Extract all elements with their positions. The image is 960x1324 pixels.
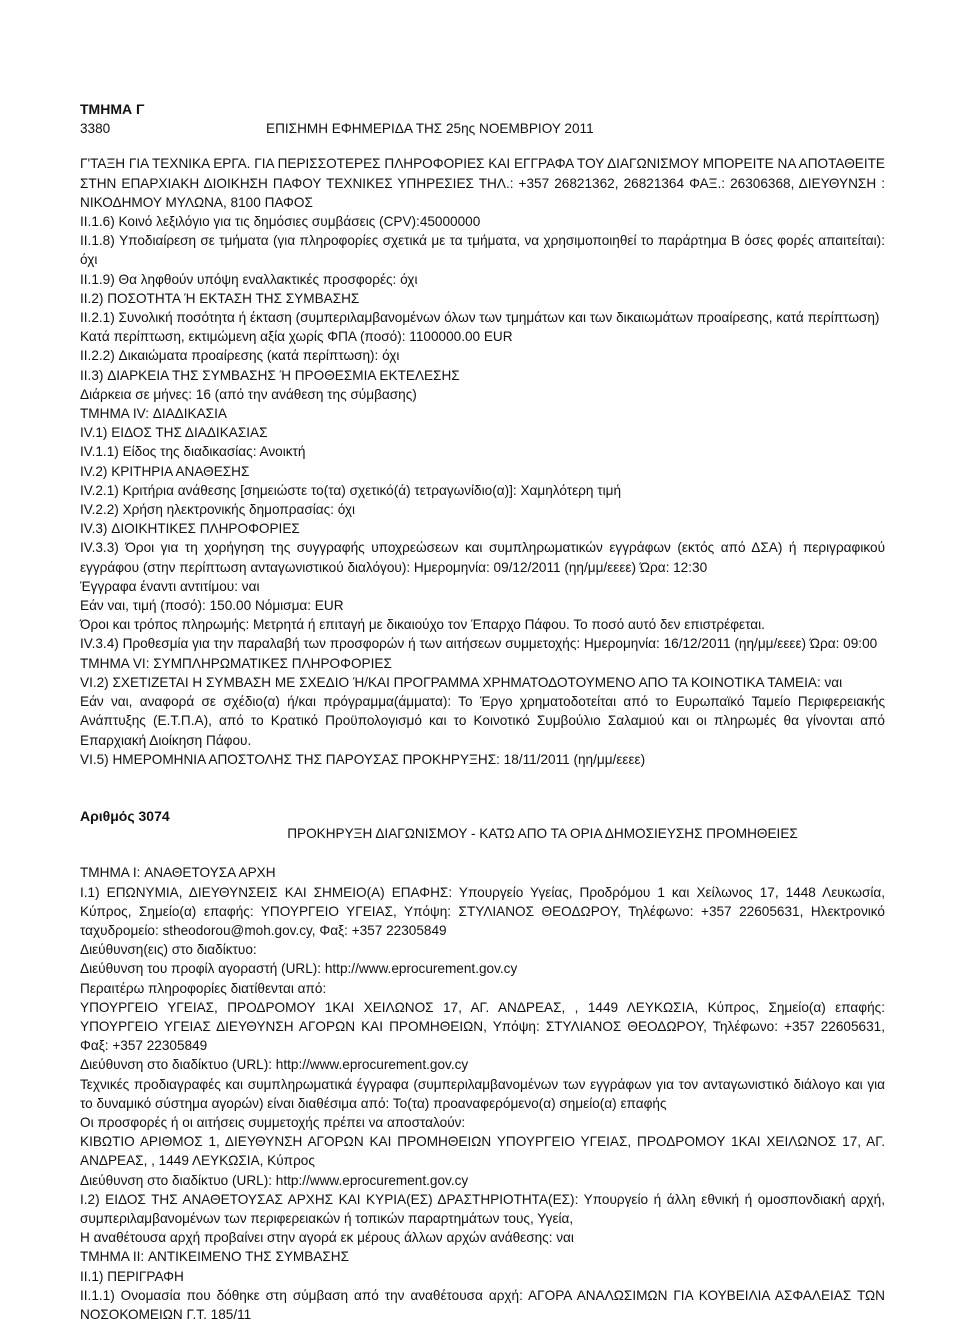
paragraph: IV.2) ΚΡΙΤΗΡΙΑ ΑΝΑΘΕΣΗΣ — [80, 463, 250, 479]
paragraph: IV.2.1) Κριτήρια ανάθεσης [σημειώστε το(τα) σχετικό(ά) τετραγωνίδιο(α)]: Χαμηλότερη τιμή — [80, 482, 622, 498]
page-number: 3380 — [80, 121, 111, 137]
paragraph: I.2) ΕΙΔΟΣ ΤΗΣ ΑΝΑΘΕΤΟΥΣΑΣ ΑΡΧΗΣ ΚΑΙ ΚΥΡΙΑ(ΕΣ) ΔΡΑΣΤΗΡΙΟΤΗΤΑ(ΕΣ): Υπουργείο ή άλλη εθνική ή ομοσπονδιακή αρχή, συμπεριλαμβανομένων των περιφερειακών ή τοπικών παραρτημάτων τους, Υγεία, — [80, 1191, 885, 1226]
gazette-title: ΕΠΙΣΗΜΗ ΕΦΗΜΕΡΙΔΑ ΤΗΣ 25ης ΝΟΕΜΒΡΙΟΥ 2011 — [266, 121, 594, 137]
paragraph: ΤΜΗΜΑ II: ΑΝΤΙΚΕΙΜΕΝΟ ΤΗΣ ΣΥΜΒΑΣΗΣ — [80, 1249, 350, 1265]
paragraph: Εάν ναι, τιμή (ποσό): 150.00 Νόμισμα: EUR — [80, 598, 344, 614]
paragraph: Διεύθυνση στο διαδίκτυο (URL): http://www.eprocurement.gov.cy — [80, 1057, 469, 1073]
spacer — [80, 138, 885, 154]
paragraph: II.2.2) Δικαιώματα προαίρεσης (κατά περίπτωση): όχι — [80, 348, 400, 364]
paragraph: ΥΠΟΥΡΓΕΙΟ ΥΓΕΙΑΣ, ΠΡΟΔΡΟΜΟΥ 1ΚΑΙ ΧΕΙΛΩΝΟΣ 17, ΑΓ. ΑΝΔΡΕΑΣ, , 1449 ΛΕΥΚΩΣΙΑ, Κύπρος, Σημείο(α) επαφής: ΥΠΟΥΡΓΕΙΟ ΥΓΕΙΑΣ ΔΙΕΥΘΥΝΣΗ ΑΓΟΡΩΝ ΚΑΙ ΠΡΟΜΗΘΕΙΩΝ, Υπόψη: ΣΤΥΛΙΑΝΟΣ ΘΕΟΔΩΡΟΥ, Τηλέφωνο: +357 22605631, Φαξ: +357 22305849 — [80, 999, 885, 1054]
paragraph: Περαιτέρω πληροφορίες διατίθενται από: — [80, 980, 327, 996]
spacer — [80, 769, 885, 807]
paragraph: Κατά περίπτωση, εκτιμώμενη αξία χωρίς ΦΠΑ (ποσό): 1100000.00 EUR — [80, 329, 513, 345]
notice-title: ΠΡΟΚΗΡΥΞΗ ΔΙΑΓΩΝΙΣΜΟΥ - ΚΑΤΩ ΑΠΟ ΤΑ ΟΡΙΑ ΔΗΜΟΣΙΕΥΣΗΣ ΠΡΟΜΗΘΕΙΕΣ — [287, 826, 798, 842]
paragraph: II.1.1) Ονομασία που δόθηκε στη σύμβαση από την αναθέτουσα αρχή: ΑΓΟΡΑ ΑΝΑΛΩΣΙΜΩΝ ΓΙΑ ΚΟΥΒΕΙΛΙΑ ΑΣΦΑΛΕΙΑΣ ΤΩΝ ΝΟΣΟΚΟΜΕΙΩΝ Γ.Τ. 185/11 — [80, 1287, 885, 1322]
paragraph: Γ'ΤΑΞΗ ΓΙΑ ΤΕΧΝΙΚΑ ΕΡΓΑ. ΓΙΑ ΠΕΡΙΣΣΟΤΕΡΕΣ ΠΛΗΡΟΦΟΡΙΕΣ ΚΑΙ ΕΓΓΡΑΦΑ ΤΟΥ ΔΙΑΓΩΝΙΣΜΟΥ ΜΠΟΡΕΙΤΕ ΝΑ ΑΠΟΤΑΘΕΙΤΕ ΣΤΗΝ ΕΠΑΡΧΙΑΚΗ ΔΙΟΙΚΗΣΗ ΠΑΦΟΥ ΤΕΧΝΙΚΕΣ ΥΠΗΡΕΣΙΕΣ ΤΗΛ.: +357 26821362, 26821364 ΦΑΞ.: 26306368, ΔΙΕΥΘΥΝΣΗ : ΝΙΚΟΔΗΜΟΥ ΜΥΛΩΝΑ, 8100 ΠΑΦΟΣ — [80, 156, 885, 210]
paragraph: VI.2) ΣΧΕΤΙΖΕΤΑΙ Η ΣΥΜΒΑΣΗ ΜΕ ΣΧΕΔΙΟ Ή/ΚΑΙ ΠΡΟΓΡΑΜΜΑ ΧΡΗΜΑΤΟΔΟΤΟΥΜΕΝΟ ΑΠΟ ΤΑ ΚΟΙΝΟΤΙΚΑ ΤΑΜΕΙΑ: ναι — [80, 674, 843, 690]
paragraph: ΚΙΒΩΤΙΟ ΑΡΙΘΜΟΣ 1, ΔΙΕΥΘΥΝΣΗ ΑΓΟΡΩΝ ΚΑΙ ΠΡΟΜΗΘΕΙΩΝ ΥΠΟΥΡΓΕΙΟ ΥΓΕΙΑΣ, ΠΡΟΔΡΟΜΟΥ 1ΚΑΙ ΧΕΙΛΩΝΟΣ 17, ΑΓ. ΑΝΔΡΕΑΣ, , 1449 ΛΕΥΚΩΣΙΑ, Κύπρος — [80, 1134, 885, 1169]
paragraph: Διάρκεια σε μήνες: 16 (από την ανάθεση της σύμβασης) — [80, 386, 417, 402]
section-label: ΤΜΗΜΑ Γ — [80, 101, 145, 117]
paragraph: II.2.1) Συνολική ποσότητα ή έκταση (συμπεριλαμβανομένων όλων των τμημάτων και των δικαιωμάτων προαίρεσης, κατά περίπτωση) — [80, 310, 880, 326]
paragraph: II.1) ΠΕΡΙΓΡΑΦΗ — [80, 1268, 184, 1284]
paragraph: Οι προσφορές ή οι αιτήσεις συμμετοχής πρέπει να αποσταλούν: — [80, 1114, 466, 1130]
paragraph: IV.3.3) Όροι για τη χορήγηση της συγγραφής υποχρεώσεων και συμπληρωματικών εγγράφων (εκτός από ΔΣΑ) ή περιγραφικού εγγράφου (στην περίπτωση ανταγωνιστικού διαλόγου): Ημερομηνία: 09/12/2011 (ηη/μμ/εεεε) Ώρα: 12:30 — [80, 540, 885, 575]
paragraph: II.1.9) Θα ληφθούν υπόψη εναλλακτικές προσφορές: όχι — [80, 271, 418, 287]
paragraph: Όροι και τρόπος πληρωμής: Μετρητά ή επιταγή με δικαιούχο τον Έπαρχο Πάφου. Το ποσό αυτό δεν επιστρέφεται. — [80, 617, 765, 633]
page-header — [80, 119, 885, 138]
notice-number: Αριθμός 3074 — [80, 807, 170, 824]
paragraph: IV.2.2) Χρήση ηλεκτρονικής δημοπρασίας: όχι — [80, 502, 356, 518]
spacer — [80, 843, 885, 863]
paragraph: ΤΜΗΜΑ IV: ΔΙΑΔΙΚΑΣΙΑ — [80, 406, 227, 422]
paragraph: Διεύθυνση στο διαδίκτυο (URL): http://www.eprocurement.gov.cy — [80, 1172, 469, 1188]
notice-3073-continued — [80, 154, 885, 769]
paragraph: Έγγραφα έναντι αντιτίμου: ναι — [80, 578, 260, 594]
paragraph: Διεύθυνση του προφίλ αγοραστή (URL): http://www.eprocurement.gov.cy — [80, 961, 518, 977]
paragraph: IV.3) ΔΙΟΙΚΗΤΙΚΕΣ ΠΛΗΡΟΦΟΡΙΕΣ — [80, 521, 300, 537]
paragraph: VI.5) ΗΜΕΡΟΜΗΝΙΑ ΑΠΟΣΤΟΛΗΣ ΤΗΣ ΠΑΡΟΥΣΑΣ ΠΡΟΚΗΡΥΞΗΣ: 18/11/2011 (ηη/μμ/εεεε) — [80, 751, 646, 767]
paragraph: Τεχνικές προδιαγραφές και συμπληρωματικά έγγραφα (συμπεριλαμβανομένων των εγγράφων για τον ανταγωνιστικό διάλογο και για το δυναμικό σύστημα αγορών) είναι διαθέσιμα από: Το(τα) προαναφερόμενο(α) σημείο(α) επαφής — [80, 1076, 885, 1111]
notice-3074-body — [80, 863, 885, 1324]
paragraph: Η αναθέτουσα αρχή προβαίνει στην αγορά εκ μέρους άλλων αρχών ανάθεσης: ναι — [80, 1230, 574, 1246]
paragraph: II.1.6) Κοινό λεξιλόγιο για τις δημόσιες συμβάσεις (CPV):45000000 — [80, 214, 481, 230]
paragraph: I.1) ΕΠΩΝΥΜΙΑ, ΔΙΕΥΘΥΝΣΕΙΣ ΚΑΙ ΣΗΜΕΙΟ(Α) ΕΠΑΦΗΣ: Υπουργείο Υγείας, Προδρόμου 1 και Χείλωνος 17, 1448 Λευκωσία, Κύπρος, Σημείο(α) επαφής: ΥΠΟΥΡΓΕΙΟ ΥΓΕΙΑΣ, Υπόψη: ΣΤΥΛΙΑΝΟΣ ΘΕΟΔΩΡΟΥ, Τηλέφωνο: +357 22605631, Ηλεκτρονικό ταχυδρομείο: stheodorou@moh.gov.cy, Φαξ: +357 22305849 — [80, 884, 885, 938]
paragraph: Διεύθυνση(εις) στο διαδίκτυο: — [80, 942, 257, 958]
paragraph: Εάν ναι, αναφορά σε σχέδιο(α) ή/και πρόγραμμα(άμματα): Το Έργο χρηματοδοτείται από το Ευρωπαϊκό Ταμείο Περιφερειακής Ανάπτυξης (Ε.Τ.Π.Α), από το Κρατικό Προϋπολογισμό και το Κοινοτικό Συμβούλιο Σαλαμιού και οι πληρωμές θα γίνονται από Επαρχιακή Διοίκηση Πάφου. — [80, 694, 885, 748]
paragraph: IV.3.4) Προθεσμία για την παραλαβή των προσφορών ή των αιτήσεων συμμετοχής: Ημερομηνία: 16/12/2011 (ηη/μμ/εεεε) Ώρα: 09:00 — [80, 636, 878, 652]
paragraph: ΤΜΗΜΑ I: ΑΝΑΘΕΤΟΥΣΑ ΑΡΧΗ — [80, 865, 276, 881]
paragraph: IV.1.1) Είδος της διαδικασίας: Ανοικτή — [80, 444, 306, 460]
gazette-page — [80, 100, 885, 1324]
paragraph: ΤΜΗΜΑ VI: ΣΥΜΠΛΗΡΩΜΑΤΙΚΕΣ ΠΛΗΡΟΦΟΡΙΕΣ — [80, 655, 392, 671]
paragraph: II.3) ΔΙΑΡΚΕΙΑ ΤΗΣ ΣΥΜΒΑΣΗΣ Ή ΠΡΟΘΕΣΜΙΑ ΕΚΤΕΛΕΣΗΣ — [80, 367, 460, 383]
paragraph: II.1.8) Υποδιαίρεση σε τμήματα (για πληροφορίες σχετικά με τα τμήματα, να χρησιμοποιηθεί το παράρτημα Β όσες φορές απαιτείται): όχι — [80, 233, 885, 268]
paragraph: II.2) ΠΟΣΟΤΗΤΑ Ή ΕΚΤΑΣΗ ΤΗΣ ΣΥΜΒΑΣΗΣ — [80, 290, 360, 306]
paragraph: IV.1) ΕΙΔΟΣ ΤΗΣ ΔΙΑΔΙΚΑΣΙΑΣ — [80, 425, 268, 441]
